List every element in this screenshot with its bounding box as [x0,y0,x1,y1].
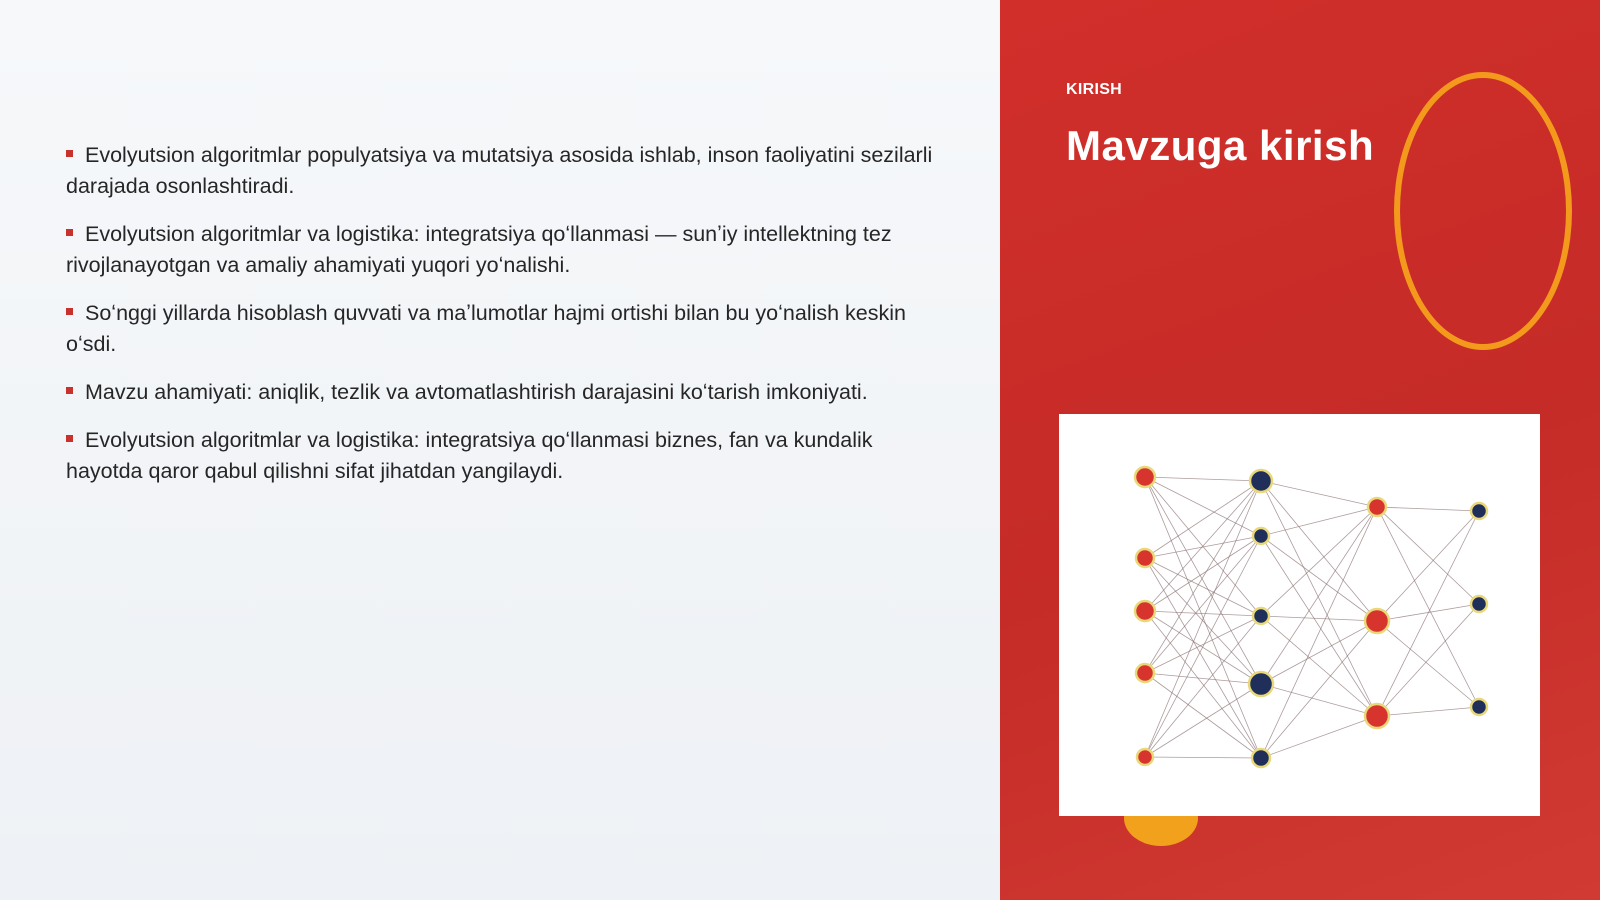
bullet-marker-icon [66,387,73,394]
network-node [1253,608,1269,624]
connection-line [1145,757,1261,758]
connection-line [1377,511,1479,621]
bullet-text: Evolyutsion algoritmlar va logistika: integratsiya qoʻllanmasi biznes, fan va kundalik hayotda qaror qabul qilishni sifat jihatdan yangilaydi. [66,428,873,483]
bullet-marker-icon [66,308,73,315]
bullet-text: Soʻnggi yillarda hisoblash quvvati va maʼlumotlar hajmi ortishi bilan bu yoʻnalish keskin oʻsdi. [66,301,906,356]
connection-line [1145,477,1261,481]
bullet-item [66,140,946,202]
decorative-ring [1394,72,1572,350]
connection-line [1261,481,1377,507]
connection-lines [1145,477,1479,758]
neural-network-image [1059,414,1540,816]
bullet-marker-icon [66,435,73,442]
title-panel [1000,0,1600,900]
bullet-marker-icon [66,150,73,157]
connection-line [1145,684,1261,757]
connection-line [1261,536,1377,621]
network-node [1471,503,1487,519]
bullet-marker-icon [66,229,73,236]
connection-line [1377,507,1479,707]
neural-network-illustration [1059,414,1540,816]
connection-line [1145,673,1261,684]
connection-line [1261,507,1377,536]
network-node [1250,470,1272,492]
connection-line [1377,604,1479,716]
connection-line [1145,611,1261,684]
connection-line [1377,707,1479,716]
connection-line [1145,611,1261,616]
network-node [1368,498,1386,516]
network-node [1252,749,1270,767]
bullet-text: Evolyutsion algoritmlar populyatsiya va mutatsiya asosida ishlab, inson faoliyatini sezilarli darajada osonlashtiradi. [66,143,933,198]
connection-line [1261,507,1377,758]
bullet-text: Mavzu ahamiyati: aniqlik, tezlik va avtomatlashtirish darajasini koʻtarish imkoniyati. [85,380,868,404]
connection-line [1261,481,1377,716]
connection-line [1261,616,1377,716]
network-node [1253,528,1269,544]
network-node [1135,601,1155,621]
connection-line [1261,616,1377,621]
network-node [1471,596,1487,612]
bullet-text: Evolyutsion algoritmlar va logistika: integratsiya qoʻllanmasi — sunʼiy intellektning tez rivojlanayotgan va amaliy ahamiyati yuqori yoʻnalishi. [66,222,892,277]
network-node [1365,609,1389,633]
bullet-item [66,425,946,487]
connection-line [1377,507,1479,604]
connection-line [1261,507,1377,684]
connection-line [1377,507,1479,511]
network-node [1136,549,1154,567]
section-label: KIRISH [1066,81,1123,98]
connection-line [1261,621,1377,684]
bullet-item [66,298,946,360]
network-node [1471,699,1487,715]
network-node [1136,664,1154,682]
bullet-item [66,377,946,408]
connection-line [1145,558,1261,616]
connection-line [1377,621,1479,707]
connection-line [1377,511,1479,716]
bullet-item [66,219,946,281]
network-node [1135,467,1155,487]
connection-line [1145,477,1261,536]
connection-line [1145,558,1261,758]
slide-title: Mavzuga kirish [1066,122,1375,169]
bullet-list [66,140,946,504]
network-node [1137,749,1153,765]
network-node [1365,704,1389,728]
connection-line [1145,536,1261,757]
network-node [1249,672,1273,696]
